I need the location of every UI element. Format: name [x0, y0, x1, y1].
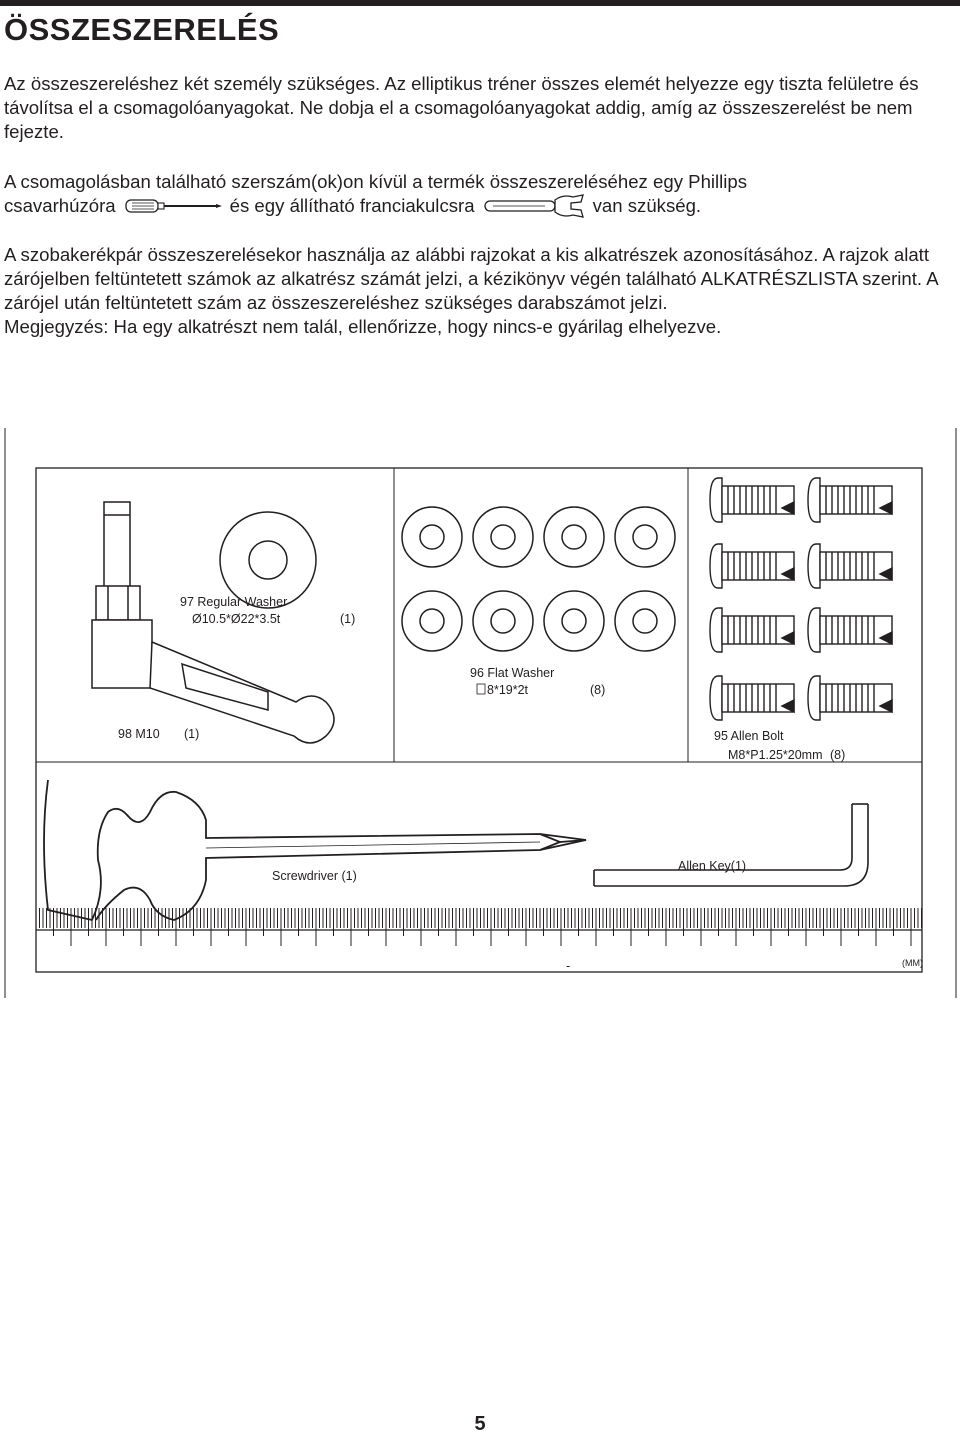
adjustable-wrench-icon: [483, 194, 587, 218]
allen-bolt: [710, 478, 794, 522]
note-text: Megjegyzés: Ha egy alkatrészt nem talál, ellenőrizze, hogy nincs-e gyárilag elhelyezve.: [4, 316, 722, 337]
allen-key-tool-label: Allen Key(1): [678, 859, 747, 873]
ruler-unit-label: (MM): [902, 958, 923, 968]
tools-sentence-line2: [4, 194, 954, 218]
screwdriver-icon: [124, 197, 224, 215]
intro-paragraph-1: Az összeszereléshez két személy szükséges. Az elliptikus tréner összes elemét helyezze egy tiszta felületre és távolítsa el a csomagolóanyagokat. Ne dobja el a csomagolóanyagokat addig, amíg az összeszerelést be nem fejezte.: [4, 73, 919, 142]
part-97-name: 97 Regular Washer: [180, 595, 288, 609]
allen-bolt: [808, 676, 892, 720]
part-96-qty: (8): [590, 683, 606, 697]
screwdriver-label: csavarhúzóra: [4, 195, 116, 216]
allen-bolt: [710, 544, 794, 588]
allen-bolt: [808, 544, 892, 588]
allen-bolt: [710, 676, 794, 720]
part-98-name: 98 M10: [118, 727, 160, 741]
part-95-name: 95 Allen Bolt: [714, 729, 784, 743]
part-97-size: Ø10.5*Ø22*3.5t: [192, 612, 281, 626]
page-title: ÖSSZESZERELÉS: [4, 12, 280, 47]
screwdriver-tool-label: Screwdriver (1): [272, 869, 357, 883]
regular-washer-drawing: [220, 512, 316, 608]
parts-explanation: A szobakerékpár összeszerelésekor használja az alábbi rajzokat a kis alkatrészek azonosításához. A rajzok alatt zárójelben feltüntetett számok az alkatrész számát jelzi, a kézikönyv végén található ALKATRÉSZLISTA szerint. A zárójel után feltüntetett szám az összeszereléshez szükséges darabszámot jelzi.: [4, 244, 938, 313]
intro-paragraph-2: [4, 170, 954, 218]
part-96-name: 96 Flat Washer: [470, 666, 555, 680]
need-label: van szükség.: [592, 195, 702, 216]
hardware-diagram: [0, 420, 960, 1010]
part-96-size: 8*19*2t: [487, 683, 529, 697]
allen-key-drawing: [594, 804, 868, 886]
flat-washer-grid: [402, 507, 675, 651]
allen-bolt-grid: [710, 478, 892, 720]
tools-sentence-line1: A csomagolásban található szerszám(ok)on kívül a termék összeszereléséhez egy Phillips: [4, 171, 748, 192]
ruler-mark: -: [566, 959, 571, 973]
header-bar: [0, 0, 960, 6]
part-97-qty: (1): [340, 612, 356, 626]
missing-glyph-box: [477, 684, 485, 694]
part-95-size: M8*P1.25*20mm: [728, 748, 823, 762]
part-95-qty: (8): [830, 748, 846, 762]
allen-bolt: [808, 478, 892, 522]
allen-bolt: [710, 608, 794, 652]
intro-paragraph-3: [4, 243, 954, 339]
ruler: [36, 908, 922, 946]
part-98-qty: (1): [184, 727, 200, 741]
screwdriver-drawing: [44, 780, 586, 920]
wrench-label: és egy állítható franciakulcsra: [229, 195, 475, 216]
page-number: 5: [474, 1413, 486, 1435]
allen-bolt: [808, 608, 892, 652]
